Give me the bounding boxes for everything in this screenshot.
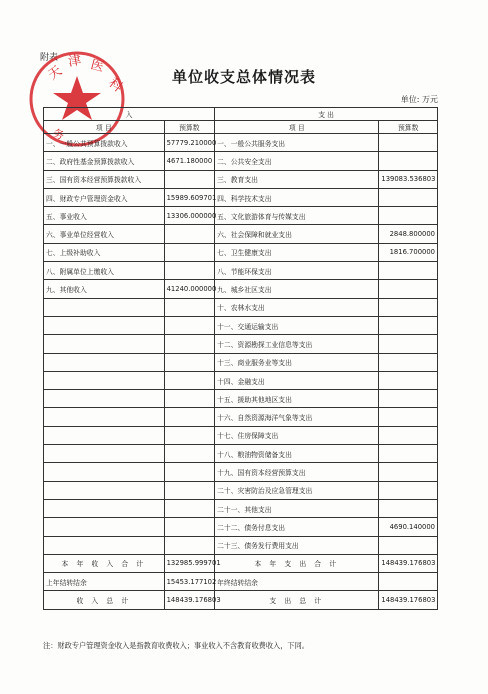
income-value-cell [164,335,215,353]
table-row [44,499,438,517]
expense-value-cell [379,134,438,152]
income-item-cell [44,390,165,408]
table-row [44,445,438,463]
income-item-cell: 五、事业收入 [44,207,165,225]
expense-value-cell: 2848.800000 [379,225,438,243]
income-section-header: 入 [44,108,215,121]
income-item-cell: 三、国有资本经营预算拨款收入 [44,170,165,188]
expense-item-cell: 六、社会保障和就业支出 [215,225,379,243]
year-total-row [44,554,438,572]
income-item-cell [44,536,165,554]
table-row [44,298,438,316]
expense-value-cell [379,188,438,206]
table-row [44,481,438,499]
table-row [44,262,438,280]
income-item-cell [44,426,165,444]
table-row [44,353,438,371]
income-item-cell [44,481,165,499]
expense-value-cell [379,280,438,298]
expense-item-cell: 十三、商业服务业等支出 [215,353,379,371]
svg-text:科: 科 [105,75,126,96]
income-item-cell [44,408,165,426]
income-value-cell [164,243,215,261]
expense-value-cell [379,499,438,517]
year-income-total-label: 本 年 收 入 合 计 [44,554,165,572]
income-item-cell [44,316,165,334]
svg-text:务: 务 [50,126,66,143]
expense-item-cell: 二十二、债务付息支出 [215,518,379,536]
expense-value-cell [379,371,438,389]
income-budget-col-header: 预算数 [164,121,215,134]
year-expense-total-value: 148439.176803 [379,554,438,572]
expense-value-cell: 1816.700000 [379,243,438,261]
table-row [44,408,438,426]
expense-item-cell: 五、文化旅游体育与传媒支出 [215,207,379,225]
income-value-cell [164,408,215,426]
expense-value-cell [379,536,438,554]
expense-item-cell: 九、城乡社区支出 [215,280,379,298]
income-value-cell: 57779.210000 [164,134,215,152]
table-row [44,335,438,353]
income-value-cell [164,426,215,444]
income-item-cell [44,463,165,481]
table-row [44,371,438,389]
income-value-cell [164,499,215,517]
income-item-cell: 七、上级补助收入 [44,243,165,261]
expense-value-cell [379,298,438,316]
income-item-cell: 六、事业单位经营收入 [44,225,165,243]
table-row [44,134,438,152]
expense-item-cell: 二十、灾害防治及应急管理支出 [215,481,379,499]
income-value-cell [164,481,215,499]
income-item-col-header: 项 目 [44,121,165,134]
income-value-cell: 41240.000000 [164,280,215,298]
year-income-total-value: 132985.999701 [164,554,215,572]
income-item-cell: 一、一般公共预算拨款收入 [44,134,165,152]
expense-item-col-header: 项 目 [215,121,379,134]
annex-label: 附表 [40,53,59,63]
income-value-cell [164,316,215,334]
table-row [44,390,438,408]
table-row [44,536,438,554]
income-item-cell: 九、其他收入 [44,280,165,298]
year-expense-total-label: 本 年 支 出 合 计 [215,554,379,572]
table-row [44,170,438,188]
footnote: 注：财政专户管理资金收入是指教育收费收入；事业收入不含教育收费收入，下同。 [43,641,309,650]
table-row [44,316,438,334]
carry-in-label: 上年结转结余 [44,573,165,591]
table-row [44,188,438,206]
income-value-cell [164,298,215,316]
income-item-cell [44,445,165,463]
carry-over-row [44,573,438,591]
expense-item-cell: 二十三、债务发行费用支出 [215,536,379,554]
expense-value-cell [379,390,438,408]
expense-value-cell [379,481,438,499]
expense-item-cell: 十九、国有资本经营预算支出 [215,463,379,481]
expense-item-cell: 十一、交通运输支出 [215,316,379,334]
expense-item-cell: 三、教育支出 [215,170,379,188]
income-item-cell: 四、财政专户管理资金收入 [44,188,165,206]
expense-section-header: 支 出 [215,108,438,121]
table-row [44,207,438,225]
expense-value-cell [379,316,438,334]
carry-out-value [379,573,438,591]
expense-item-cell: 四、科学技术支出 [215,188,379,206]
grand-income-value: 148439.176803 [164,591,215,609]
section-header-row [44,108,438,121]
expense-value-cell [379,426,438,444]
expense-value-cell [379,335,438,353]
income-item-cell [44,499,165,517]
expense-item-cell: 十五、援助其他地区支出 [215,390,379,408]
grand-total-row [44,591,438,609]
income-value-cell [164,445,215,463]
table-row [44,426,438,444]
expense-item-cell: 十二、资源勘探工业信息等支出 [215,335,379,353]
table-row [44,463,438,481]
table-row [44,280,438,298]
table-row [44,243,438,261]
table-body [44,134,438,555]
svg-text:医: 医 [88,57,106,76]
expense-item-cell: 十四、金融支出 [215,371,379,389]
income-value-cell [164,225,215,243]
expense-item-cell: 十八、粮油物资储备支出 [215,445,379,463]
income-item-cell [44,371,165,389]
grand-expense-value: 148439.176803 [379,591,438,609]
income-value-cell [164,390,215,408]
column-header-row [44,121,438,134]
expense-item-cell: 一、一般公共服务支出 [215,134,379,152]
expense-item-cell: 十六、自然资源海洋气象等支出 [215,408,379,426]
income-value-cell [164,353,215,371]
carry-out-label: 年终结转结余 [215,573,379,591]
table-row [44,225,438,243]
expense-item-cell: 八、节能环保支出 [215,262,379,280]
expense-item-cell: 十、农林水支出 [215,298,379,316]
expense-value-cell [379,262,438,280]
expense-value-cell [379,463,438,481]
table-row [44,152,438,170]
income-value-cell [164,518,215,536]
income-item-cell: 八、附属单位上缴收入 [44,262,165,280]
income-value-cell [164,371,215,389]
expense-value-cell [379,353,438,371]
income-value-cell [164,536,215,554]
income-item-cell [44,353,165,371]
expense-item-cell: 七、卫生健康支出 [215,243,379,261]
expense-value-cell [379,445,438,463]
expense-value-cell: 139083.536803 [379,170,438,188]
budget-table [43,107,438,610]
expense-item-cell: 二、公共安全支出 [215,152,379,170]
svg-text:津: 津 [67,52,83,70]
income-value-cell: 4671.180000 [164,152,215,170]
income-value-cell [164,170,215,188]
expense-item-cell: 二十一、其他支出 [215,499,379,517]
income-value-cell [164,463,215,481]
grand-income-label: 收 入 总 计 [44,591,165,609]
expense-value-cell [379,207,438,225]
income-value-cell [164,262,215,280]
unit-label: 单位: 万元 [400,95,438,104]
expense-item-cell: 十七、住房保障支出 [215,426,379,444]
expense-budget-col-header: 预算数 [379,121,438,134]
page-title: 单位收支总体情况表 [171,68,316,86]
table-row [44,518,438,536]
income-item-cell [44,335,165,353]
income-item-cell [44,298,165,316]
income-item-cell: 二、政府性基金预算拨款收入 [44,152,165,170]
income-item-cell [44,518,165,536]
expense-value-cell [379,408,438,426]
expense-value-cell [379,152,438,170]
income-value-cell: 13306.000000 [164,207,215,225]
expense-value-cell: 4690.140000 [379,518,438,536]
grand-expense-label: 支 出 总 计 [215,591,379,609]
svg-text:天: 天 [45,63,65,84]
carry-in-value: 15453.177102 [164,573,215,591]
income-value-cell: 15989.609701 [164,188,215,206]
